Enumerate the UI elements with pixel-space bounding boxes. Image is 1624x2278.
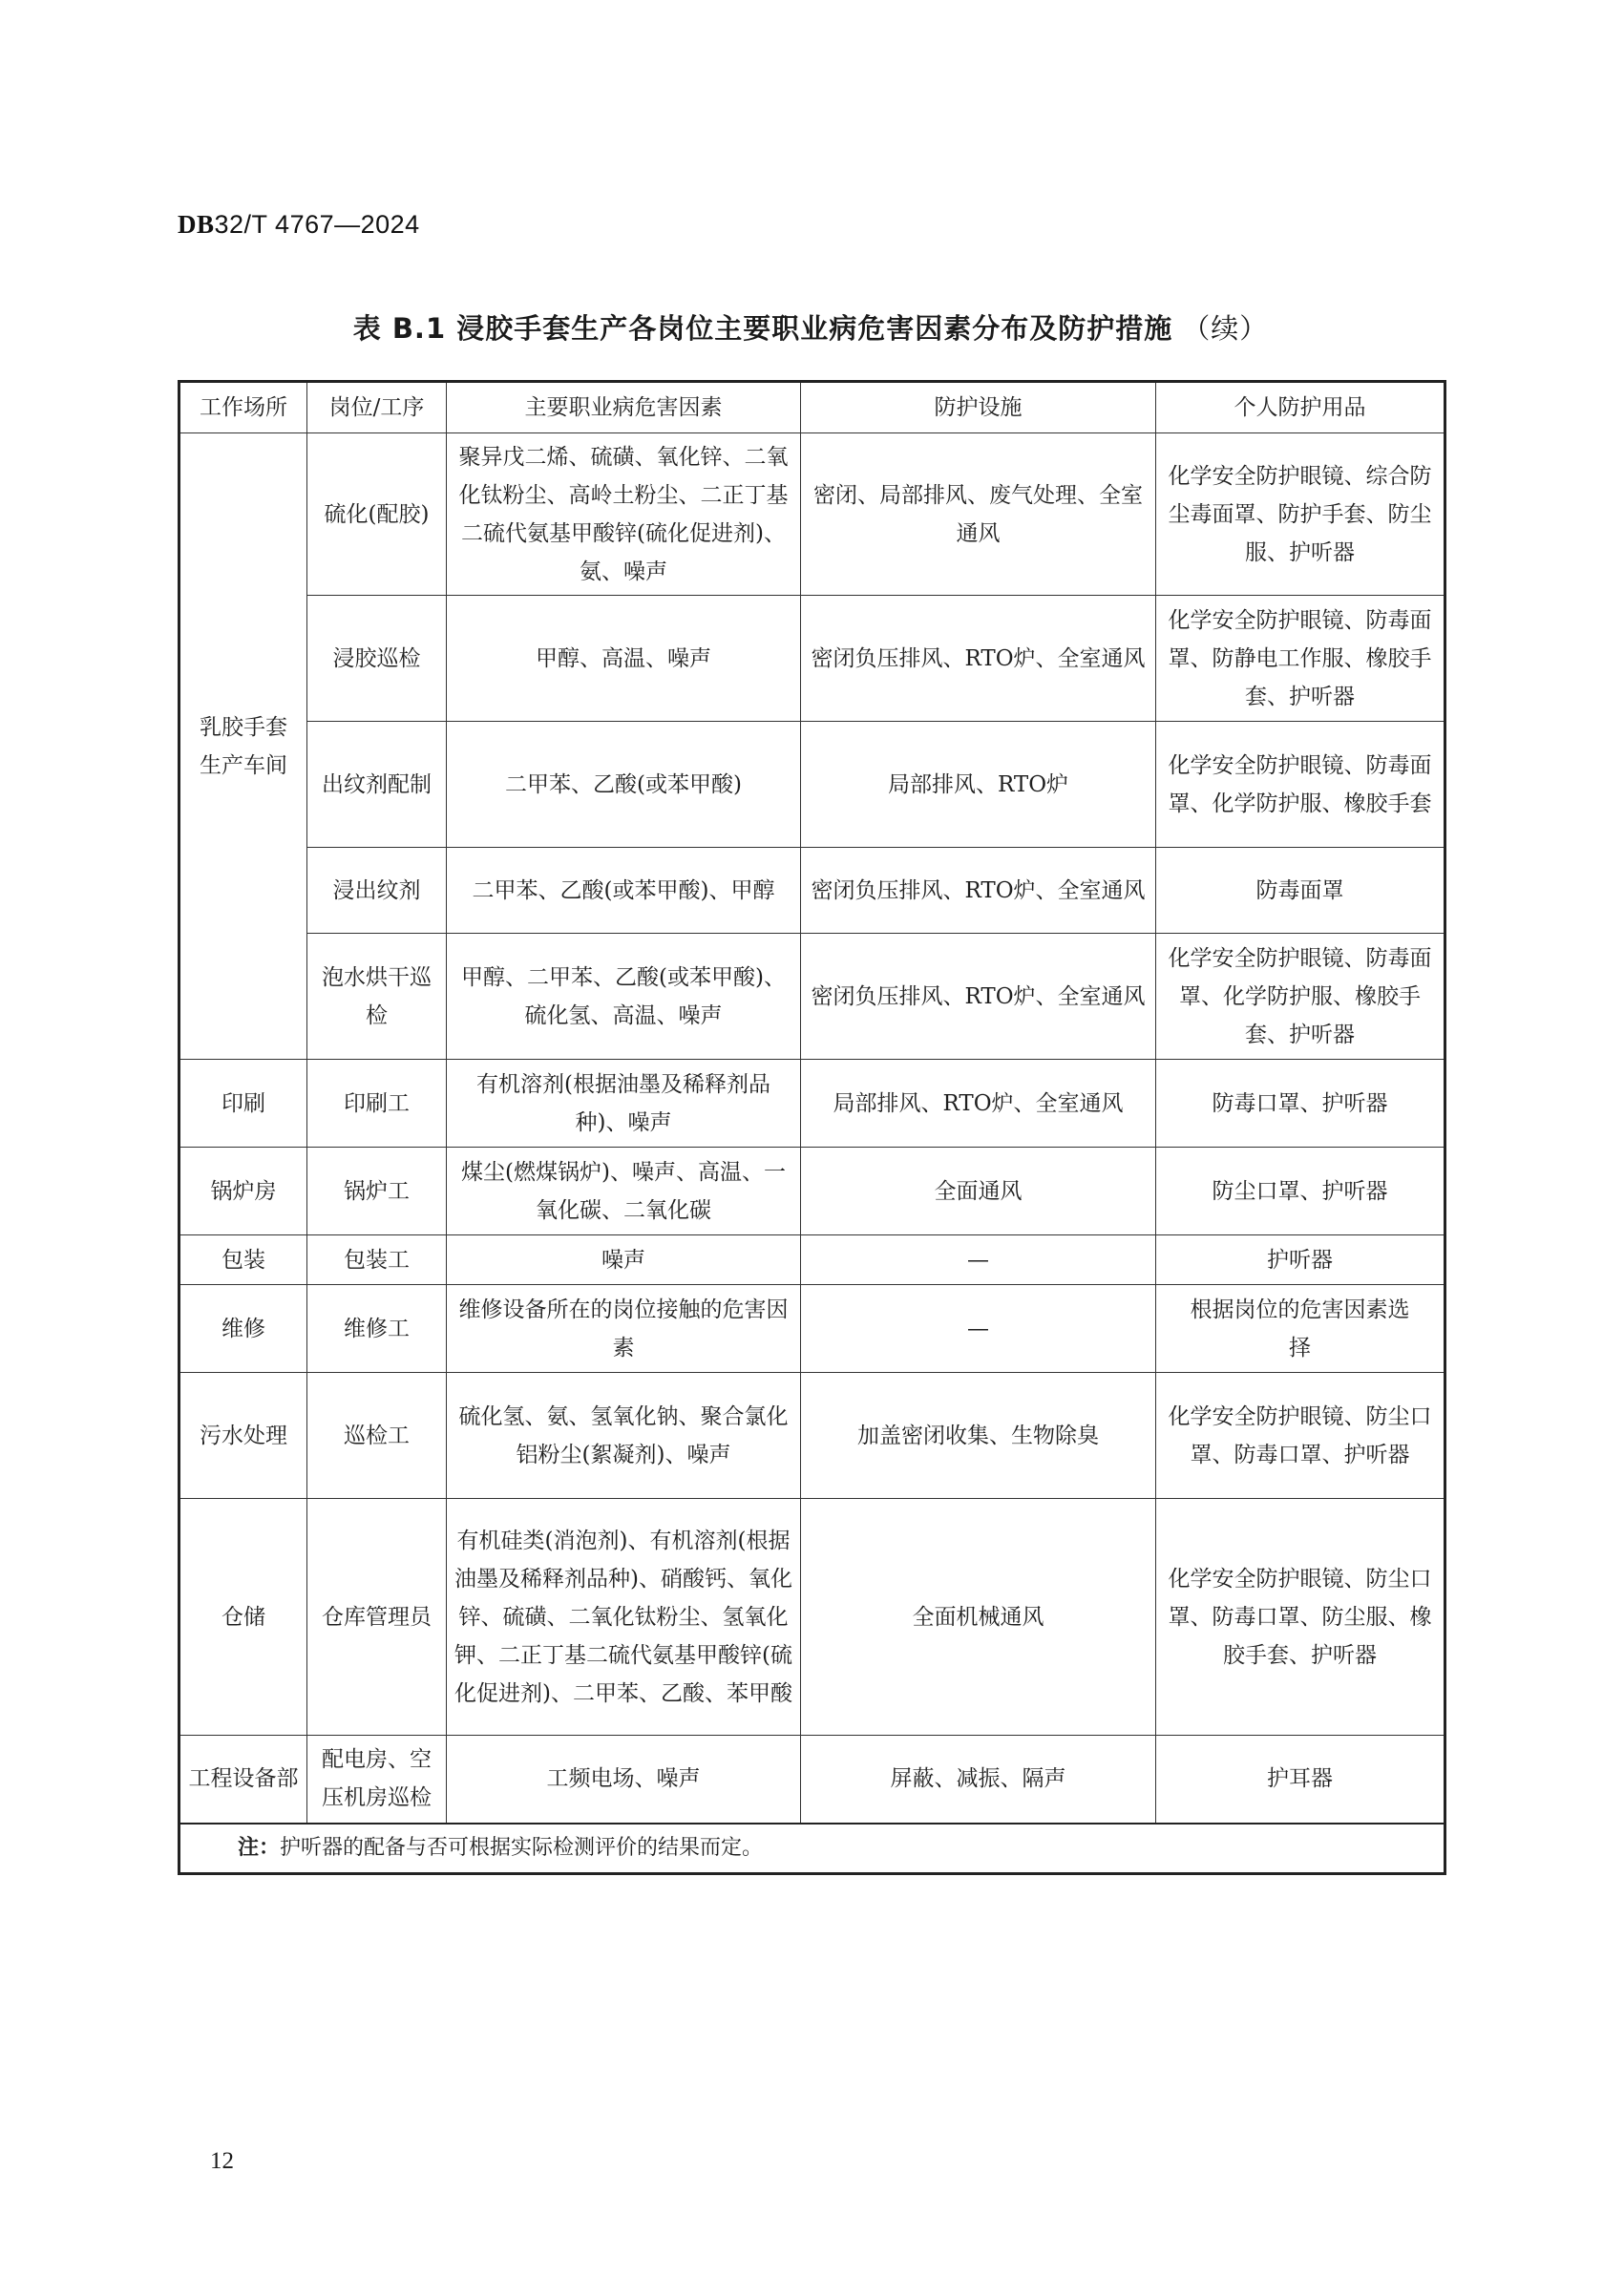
ppe-cell: 化学安全防护眼镜、防毒面罩、化学防护服、橡胶手套、护听器 [1156, 934, 1445, 1060]
site-cell: 工程设备部 [179, 1736, 307, 1824]
hazard-cell: 有机溶剂(根据油墨及稀释剂品种)、噪声 [447, 1060, 801, 1148]
facility-cell: 全面机械通风 [801, 1499, 1156, 1736]
hazard-cell: 二甲苯、乙酸(或苯甲酸) [447, 722, 801, 848]
facility-cell: — [801, 1235, 1156, 1285]
table-caption [178, 307, 1444, 347]
hazard-cell: 有机硅类(消泡剂)、有机溶剂(根据油墨及稀释剂品种)、硝酸钙、氧化锌、硫磺、二氧化钛粉尘、氢氧化钾、二正丁基二硫代氨基甲酸锌(硫化促进剂)、二甲苯、乙酸、苯甲酸 [447, 1499, 801, 1736]
site-cell: 仓储 [179, 1499, 307, 1736]
table-row [179, 433, 1445, 596]
document-code-rest: 32/T 4767—2024 [214, 210, 420, 239]
document-code [178, 210, 420, 240]
post-cell: 浸胶巡检 [307, 596, 447, 722]
table-row [179, 1285, 1445, 1373]
facility-cell: — [801, 1285, 1156, 1373]
table-row [179, 1499, 1445, 1736]
ppe-cell: 化学安全防护眼镜、防尘口罩、防毒口罩、防尘服、橡胶手套、护听器 [1156, 1499, 1445, 1736]
hazard-cell: 甲醇、二甲苯、乙酸(或苯甲酸)、硫化氢、高温、噪声 [447, 934, 801, 1060]
hazard-cell: 硫化氢、氨、氢氧化钠、聚合氯化铝粉尘(絮凝剂)、噪声 [447, 1373, 801, 1499]
header-cell-ppe: 个人防护用品 [1156, 382, 1445, 433]
facility-cell: 屏蔽、减振、隔声 [801, 1736, 1156, 1824]
facility-cell: 密闭负压排风、RTO炉、全室通风 [801, 848, 1156, 934]
table-row [179, 596, 1445, 722]
post-cell: 仓库管理员 [307, 1499, 447, 1736]
hazard-cell: 二甲苯、乙酸(或苯甲酸)、甲醇 [447, 848, 801, 934]
table-note-row [179, 1824, 1445, 1874]
header-cell-site: 工作场所 [179, 382, 307, 433]
facility-cell: 加盖密闭收集、生物除臭 [801, 1373, 1156, 1499]
page-number: 12 [210, 2148, 234, 2174]
ppe-cell: 护听器 [1156, 1235, 1445, 1285]
ppe-cell: 化学安全防护眼镜、综合防尘毒面罩、防护手套、防尘服、护听器 [1156, 433, 1445, 596]
table-header-row [179, 382, 1445, 433]
post-cell: 浸出纹剂 [307, 848, 447, 934]
facility-cell: 局部排风、RTO炉、全室通风 [801, 1060, 1156, 1148]
header-cell-facility: 防护设施 [801, 382, 1156, 433]
table-continued-mark: （续） [1182, 312, 1269, 345]
table-row [179, 722, 1445, 848]
post-cell: 印刷工 [307, 1060, 447, 1148]
post-cell: 包装工 [307, 1235, 447, 1285]
site-cell: 污水处理 [179, 1373, 307, 1499]
ppe-cell: 化学安全防护眼镜、防尘口罩、防毒口罩、护听器 [1156, 1373, 1445, 1499]
table-row [179, 934, 1445, 1060]
table-title: 表 B.1 浸胶手套生产各岗位主要职业病危害因素分布及防护措施 [352, 312, 1173, 345]
post-cell: 泡水烘干巡检 [307, 934, 447, 1060]
ppe-cell: 化学安全防护眼镜、防毒面罩、防静电工作服、橡胶手套、护听器 [1156, 596, 1445, 722]
table-note [179, 1824, 1445, 1874]
table-row [179, 1235, 1445, 1285]
ppe-cell: 护耳器 [1156, 1736, 1445, 1824]
post-cell: 巡检工 [307, 1373, 447, 1499]
site-cell: 锅炉房 [179, 1148, 307, 1235]
post-cell: 配电房、空压机房巡检 [307, 1736, 447, 1824]
post-cell: 锅炉工 [307, 1148, 447, 1235]
hazard-cell: 噪声 [447, 1235, 801, 1285]
hazard-cell: 聚异戊二烯、硫磺、氧化锌、二氧化钛粉尘、高岭土粉尘、二正丁基二硫代氨基甲酸锌(硫化促进剂)、氨、噪声 [447, 433, 801, 596]
ppe-cell: 防毒面罩 [1156, 848, 1445, 934]
ppe-cell: 防毒口罩、护听器 [1156, 1060, 1445, 1148]
site-cell: 乳胶手套生产车间 [179, 433, 307, 1060]
header-cell-post: 岗位/工序 [307, 382, 447, 433]
hazard-table [178, 380, 1446, 1875]
ppe-cell: 化学安全防护眼镜、防毒面罩、化学防护服、橡胶手套 [1156, 722, 1445, 848]
site-cell: 印刷 [179, 1060, 307, 1148]
facility-cell: 全面通风 [801, 1148, 1156, 1235]
hazard-cell: 煤尘(燃煤锅炉)、噪声、高温、一氧化碳、二氧化碳 [447, 1148, 801, 1235]
hazard-cell: 工频电场、噪声 [447, 1736, 801, 1824]
table-row [179, 1373, 1445, 1499]
post-cell: 硫化(配胶) [307, 433, 447, 596]
table-row [179, 1060, 1445, 1148]
document-code-prefix: DB [178, 210, 215, 239]
post-cell: 出纹剂配制 [307, 722, 447, 848]
facility-cell: 密闭负压排风、RTO炉、全室通风 [801, 934, 1156, 1060]
table-row [179, 1148, 1445, 1235]
facility-cell: 密闭、局部排风、废气处理、全室通风 [801, 433, 1156, 596]
header-cell-hazard: 主要职业病危害因素 [447, 382, 801, 433]
hazard-cell: 甲醇、高温、噪声 [447, 596, 801, 722]
ppe-cell: 根据岗位的危害因素选择 [1156, 1285, 1445, 1373]
note-text: 护听器的配备与否可根据实际检测评价的结果而定。 [280, 1835, 764, 1860]
site-cell: 维修 [179, 1285, 307, 1373]
hazard-cell: 维修设备所在的岗位接触的危害因素 [447, 1285, 801, 1373]
post-cell: 维修工 [307, 1285, 447, 1373]
site-cell: 包装 [179, 1235, 307, 1285]
ppe-cell: 防尘口罩、护听器 [1156, 1148, 1445, 1235]
facility-cell: 局部排风、RTO炉 [801, 722, 1156, 848]
facility-cell: 密闭负压排风、RTO炉、全室通风 [801, 596, 1156, 722]
note-label: 注： [238, 1835, 281, 1860]
table-row [179, 1736, 1445, 1824]
table-row [179, 848, 1445, 934]
